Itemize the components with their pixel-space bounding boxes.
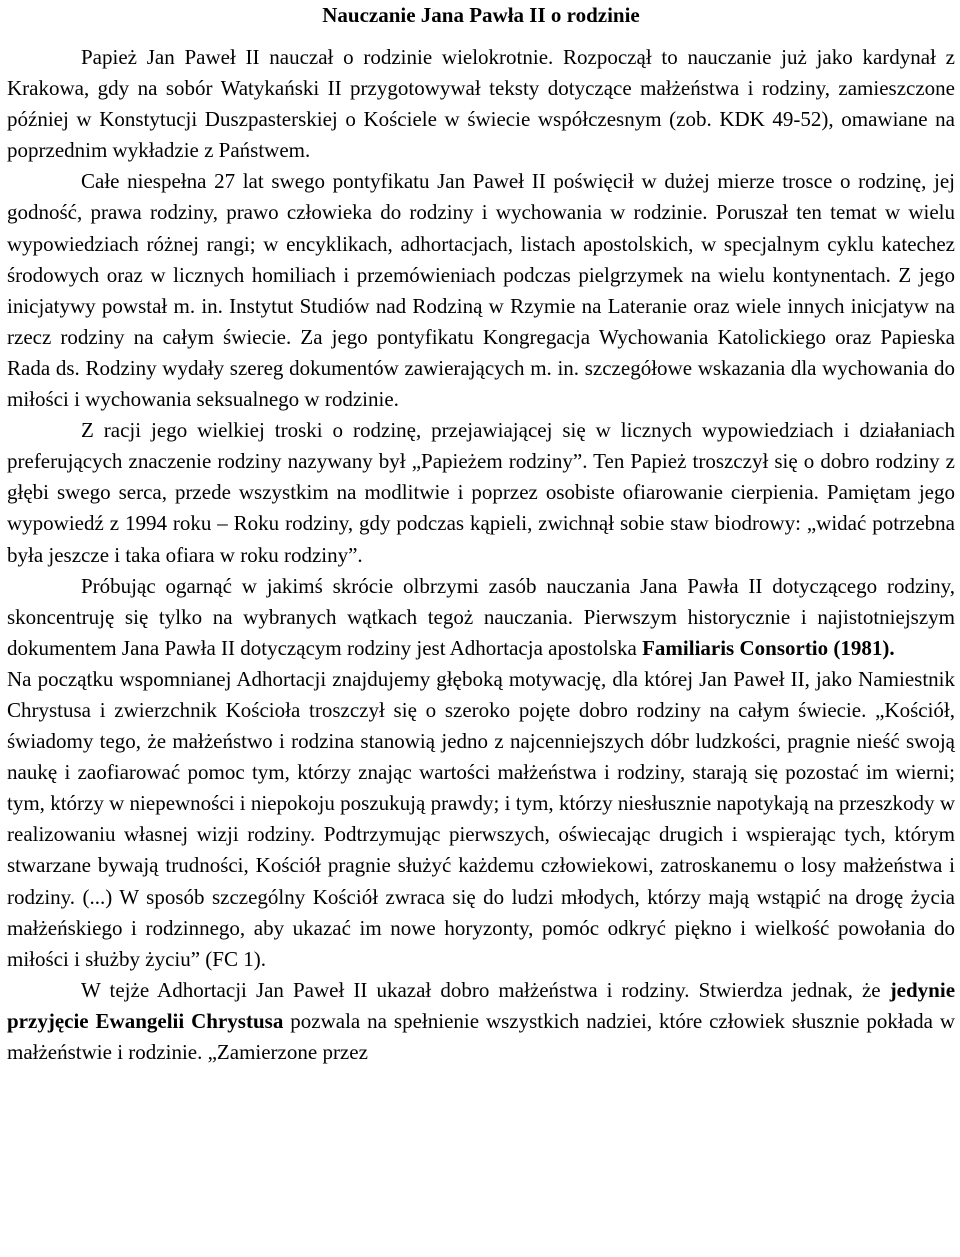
document-page: [7, 0, 955, 1068]
paragraph-6-text-b: pozwala na spełnienie wszystkich nadziei, które człowiek słusznie pokłada w małżeństwie i rodzinie. „Zamierzone przez: [7, 1008, 955, 1064]
document-title-familiaris-consortio: Familiaris Consortio (1981).: [642, 635, 895, 660]
paragraph-6-emphasis: jedynie przyjęcie Ewangelii Chrystusa: [7, 977, 956, 1033]
document-title: Nauczanie Jana Pawła II o rodzinie: [322, 3, 640, 27]
paragraph-1: Papież Jan Paweł II nauczał o rodzinie wielokrotnie. Rozpoczął to nauczanie już jako kardynał z Krakowa, gdy na sobór Watykański II przygotowywał teksty dotyczące małżeństwa i rodziny, zamieszczone później w Konstytucji Duszpasterskiej o Kościele w świecie współczesnym (zob. KDK 49-52), omawiane na poprzednim wykładzie z Państwem.: [7, 45, 955, 163]
paragraph-5: Na początku wspomnianej Adhortacji znajdujemy głęboką motywację, dla której Jan Paweł II, jako Namiestnik Chrystusa i zwierzchnik Kościoła troszczył się o szeroko pojęte dobro rodziny na całym świecie. „Kościół, świadomy tego, że małżeństwo i rodzina stanowią jedno z najcenniejszych dóbr ludzkości, pragnie nieść swoją naukę i zaofiarować pomoc tym, którzy znając wartości małżeństwa i rodziny, starają się pozostać im wierni; tym, którzy w niepewności i niepokoju poszukują prawdy; i tym, którzy niesłusznie napotykają na przeszkody w realizowaniu własnej wizji rodziny. Podtrzymując pierwszych, oświecając drugich i wspierając tych, którym stwarzane bywają trudności, Kościół pragnie służyć każdemu człowiekowi, zatroskanemu o losy małżeństwa i rodziny. (...) W sposób szczególny Kościół zwraca się do ludzi młodych, którzy mają wstąpić na drogę życia małżeńskiego i rodzinnego, aby ukazać im nowe horyzonty, pomóc odkryć piękno i wielkość powołania do miłości i służby życiu” (FC 1).: [7, 666, 955, 971]
paragraph-6-text-a: W tejże Adhortacji Jan Paweł II ukazał dobro małżeństwa i rodziny. Stwierdza jednak, że: [81, 977, 881, 1002]
paragraph-3: Z racji jego wielkiej troski o rodzinę, przejawiającej się w licznych wypowiedziach i działaniach preferujących znaczenie rodziny nazywany był „Papieżem rodziny”. Ten Papież troszczył się o dobro rodziny z głębi swego serca, przede wszystkim na modlitwie i poprzez osobiste ofiarowanie cierpienia. Pamiętam jego wypowiedź z 1994 roku – Roku rodziny, gdy podczas kąpieli, zwichnął sobie staw biodrowy: „widać potrzebna była jeszcze i taka ofiara w roku rodziny”.: [7, 418, 955, 567]
paragraph-6: [7, 975, 955, 1068]
paragraph-4-text: Próbując ogarnąć w jakimś skrócie olbrzymi zasób nauczania Jana Pawła II dotyczącego rodziny, skoncentruję się tylko na wybranych wątkach tegoż nauczania. Pierwszym historycznie i najistotniejszym dokumentem Jana Pawła II dotyczącym rodziny jest Adhortacja apostolska: [7, 573, 955, 660]
paragraph-2: Całe niespełna 27 lat swego pontyfikatu Jan Paweł II poświęcił w dużej mierze trosce o rodzinę, jej godność, prawa rodziny, prawo człowieka do rodziny i wychowania w rodzinie. Poruszał ten temat w wielu wypowiedziach różnej rangi; w encyklikach, adhortacjach, listach apostolskich, w specjalnym cyklu katechez środowych oraz w licznych homiliach i przemówieniach podczas pielgrzymek na wielu kontynentach. Z jego inicjatywy powstał m. in. Instytut Studiów nad Rodziną w Rzymie na Lateranie oraz wiele innych inicjatyw na rzecz rodziny na całym świecie. Za jego pontyfikatu Kongregacja Wychowania Katolickiego oraz Papieska Rada ds. Rodziny wydały szereg dokumentów zawierających m. in. szczegółowe wskazania dla wychowania do miłości i wychowania seksualnego w rodzinie.: [7, 169, 955, 412]
paragraph-4: [7, 571, 955, 664]
